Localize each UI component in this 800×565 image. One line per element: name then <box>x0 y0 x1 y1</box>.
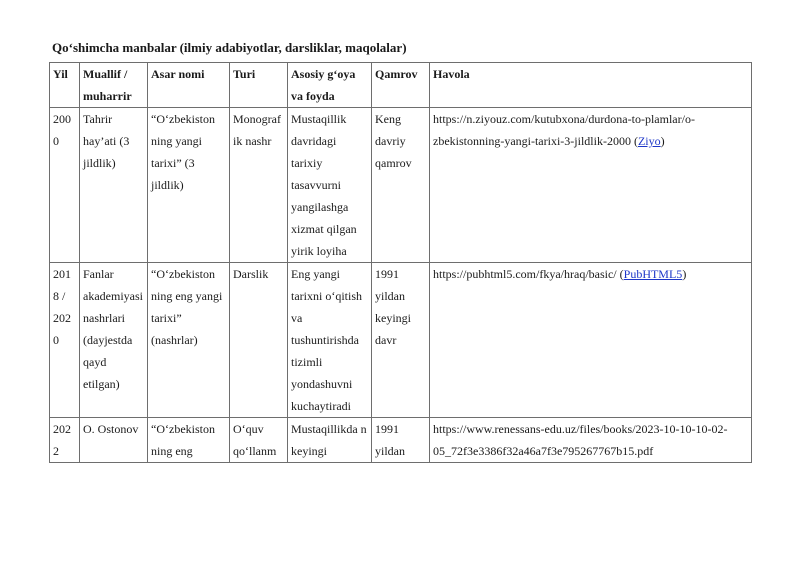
section-title: Qo‘shimcha manbalar (ilmiy adabiyotlar, darsliklar, maqolalar) <box>52 40 407 55</box>
cell-scope: 1991 yildan keyingi davr <box>372 263 430 418</box>
cell-type: Darslik <box>230 263 288 418</box>
table-header-row <box>50 63 752 108</box>
cell-idea <box>288 418 372 463</box>
source-link-pubhtml5[interactable]: PubHTML5 <box>623 267 683 281</box>
table-row <box>50 263 752 418</box>
cell-link-text: https://www.renessans-edu.uz/files/books/2023-10-10-10-02-05_72f3e3386f32a46a7f3e795267767b15.pdf <box>433 422 728 458</box>
cell-idea: Eng yangi tarixni o‘qitish va tushuntirishda tizimli yondashuvni kuchaytiradi <box>288 263 372 418</box>
header-author: Muallif / muharrir <box>80 63 148 108</box>
cell-year: 2000 <box>50 108 80 263</box>
cell-type: Monografik nashr <box>230 108 288 263</box>
link-url-text: https://n.ziyouz.com/kutubxona/durdona-to-plamlar/o-zbekistonning-yangi-tarixi-3-jildlik-2000 ( <box>433 112 695 148</box>
cell-type <box>230 418 288 463</box>
cell-link <box>430 418 752 463</box>
cell-author: Fanlar akademiyasi nashrlari (dayjestda qayd etilgan) <box>80 263 148 418</box>
cell-idea: Mustaqillik davridagi tarixiy tasavvurni yangilashga xizmat qilgan yirik loyiha <box>288 108 372 263</box>
cell-work: “O‘zbekiston ning eng yangi tarixi” (nashrlar) <box>148 263 230 418</box>
table-row <box>50 418 752 463</box>
header-scope: Qamrov <box>372 63 430 108</box>
header-type: Turi <box>230 63 288 108</box>
cell-year-text: 2022 <box>53 422 71 458</box>
link-url-text: https://pubhtml5.com/fkya/hraq/basic/ ( <box>433 267 624 281</box>
cell-work <box>148 418 230 463</box>
source-link-ziyo[interactable]: Ziyo <box>637 134 661 148</box>
cell-scope-text: 1991 yildan <box>375 422 405 458</box>
cell-scope: Keng davriy qamrov <box>372 108 430 263</box>
cell-work: “O‘zbekiston ning yangi tarixi” (3 jildlik) <box>148 108 230 263</box>
cell-work-text: “O‘zbekiston ning eng <box>151 422 215 458</box>
sources-table <box>49 62 752 463</box>
header-idea: Asosiy g‘oya va foyda <box>288 63 372 108</box>
cell-author-text: O. Ostonov <box>83 422 139 436</box>
cell-link <box>430 108 752 263</box>
cell-scope <box>372 418 430 463</box>
cell-type-text: O‘quv qo‘llanm <box>233 422 277 458</box>
cell-idea-text: Mustaqillikda n keyingi <box>291 422 367 458</box>
cell-year: 2018 / 2020 <box>50 263 80 418</box>
table-row <box>50 108 752 263</box>
cell-author: Tahrir hay’ati (3 jildlik) <box>80 108 148 263</box>
link-close-paren: ) <box>660 134 665 148</box>
cell-link <box>430 263 752 418</box>
header-link: Havola <box>430 63 752 108</box>
cell-author <box>80 418 148 463</box>
header-work: Asar nomi <box>148 63 230 108</box>
cell-year <box>50 418 80 463</box>
link-close-paren: ) <box>682 267 687 281</box>
header-year: Yil <box>50 63 80 108</box>
